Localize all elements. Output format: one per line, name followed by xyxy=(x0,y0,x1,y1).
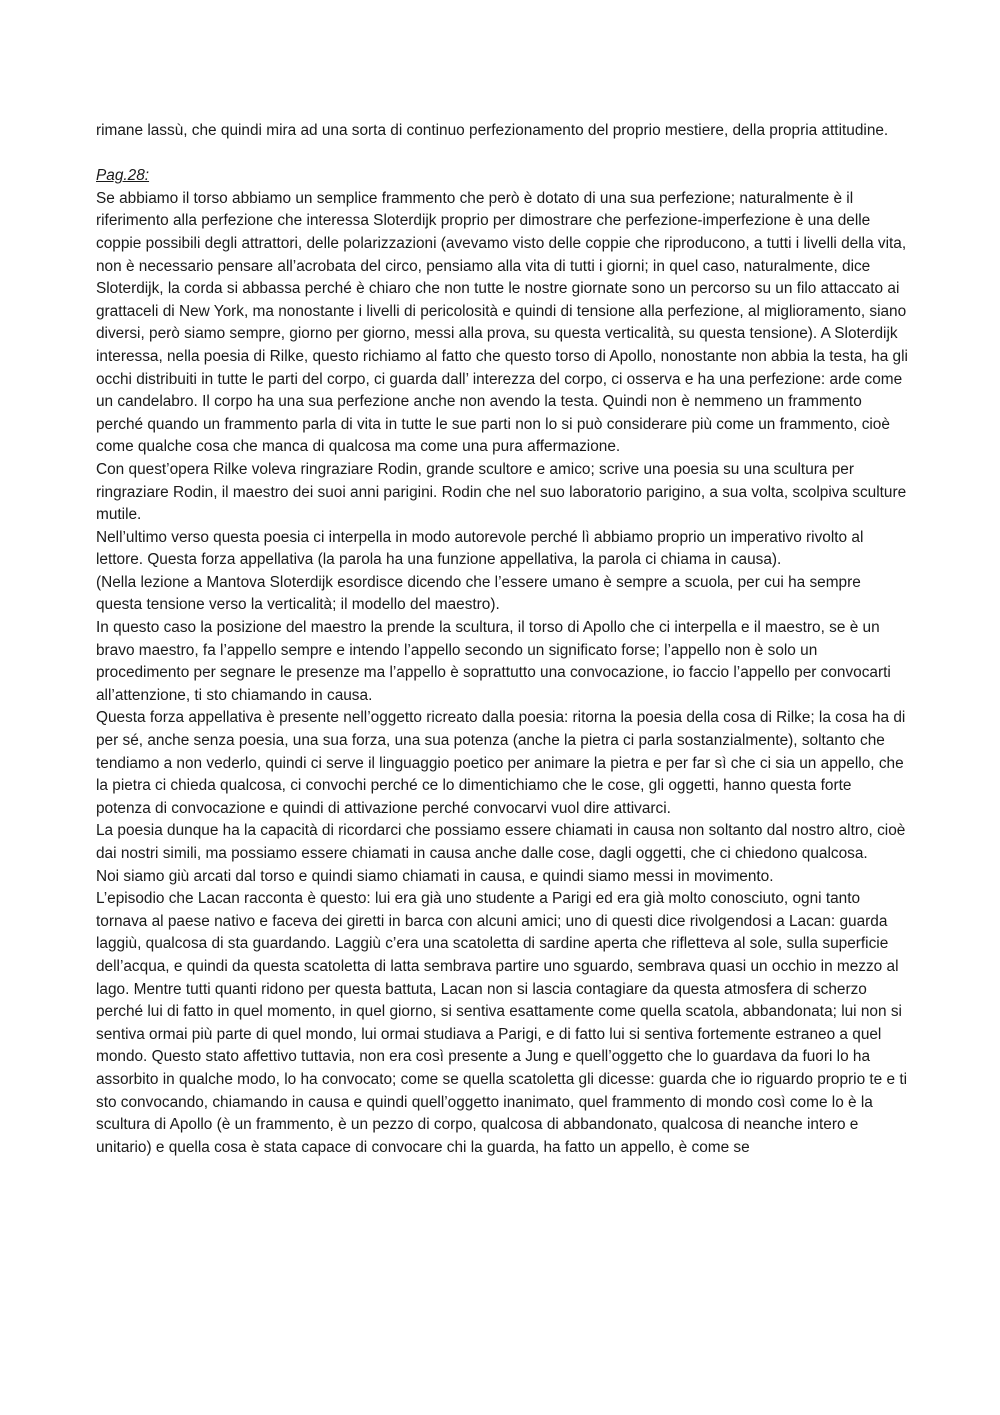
page-heading: Pag.28: xyxy=(96,167,150,185)
intro-paragraph: rimane lassù, che quindi mira ad una sorta di continuo perfezionamento del proprio mestiere, della propria attitudine. xyxy=(96,122,889,139)
body-paragraph: (Nella lezione a Mantova Sloterdijk esordisce dicendo che l’essere umano è sempre a scuola, per cui ha sempre questa tensione verso la verticalità; il modello del maestro). xyxy=(96,573,861,614)
body-paragraph: L’episodio che Lacan racconta è questo: lui era già uno studente a Parigi ed era già molto conosciuto, ogni tanto tornava al paese nativo e faceva dei giretti in barca con alcuni amici; uno di questi dice rivolgendosi a Lacan: guarda laggiù, qualcosa di sta guardando. Laggiù c’era una scatoletta di sardine aperta che rifletteva al sole, sulla superficie dell’acqua, e quindi da questa scatoletta di latta sembrava partire uno sguardo, sembrava quasi un occhio in mezzo al lago. Mentre tutti quanti ridono per questa battuta, Lacan non si lascia contagiare da questa atmosfera di scherzo perché lui di fatto in quel momento, in quel giorno, si sentiva esattamente come quella scatola, abbandonata; lui non si sentiva ormai più parte di quel mondo, lui ormai studiava a Parigi, e di fatto lui si sentiva fortemente estraneo a quel mondo. Questo stato affettivo tuttavia, non era così presente a Jung e quell’oggetto che lo guardava da fuori lo ha assorbito in qualche modo, lo ha convocato; come se quella scatoletta gli dicesse: guarda che io riguardo proprio te e ti sto convocando, chiamando in causa e quindi quell’oggetto inanimato, quel frammento di mondo così come lo è la scultura di Apollo (è un frammento, è un pezzo di corpo, qualcosa di abbandonato, qualcosa di neanche intero e unitario) e quella cosa è stata capace di convocare chi la guarda, ha fatto un appello, è come se xyxy=(96,890,908,1156)
body-paragraph: In questo caso la posizione del maestro la prende la scultura, il torso di Apollo che ci interpella e il maestro, se è un bravo maestro, fa l’appello sempre e intendo l’appello secondo un significato forse; l’appello non è solo un procedimento per segnare le presenze ma l’appello è soprattutto una convocazione, io faccio l’appello per convocarti all’attenzione, ti sto chiamando in causa. xyxy=(96,619,891,704)
body-paragraph: Con quest’opera Rilke voleva ringraziare Rodin, grande scultore e amico; scrive una poesia su una scultura per ringraziare Rodin, il maestro dei suoi anni parigini. Rodin che nel suo laboratorio parigino, a sua volta, scolpiva sculture mutile. xyxy=(96,460,907,524)
body-paragraph: Questa forza appellativa è presente nell’oggetto ricreato dalla poesia: ritorna la poesia della cosa di Rilke; la cosa ha di per sé, anche senza poesia, una sua forza, una sua potenza (anche la pietra ci parla sostanzialmente), soltanto che tendiamo a non vederlo, quindi ci serve il linguaggio poetico per animare la pietra e per far sì che ci sia un appello, che la pietra ci chieda qualcosa, ci convochi perché ce lo dimentichiamo che le cose, gli oggetti, hanno questa forte potenza di convocazione e quindi di attivazione perché convocarvi vuol dire attivarci. xyxy=(96,709,906,817)
body-paragraph: La poesia dunque ha la capacità di ricordarci che possiamo essere chiamati in causa non soltanto dal nostro altro, cioè dai nostri simili, ma possiamo essere chiamati in causa anche dalle cose, dagli oggetti, che ci chiedono qualcosa. xyxy=(96,822,906,862)
body-paragraph: Se abbiamo il torso abbiamo un semplice frammento che però è dotato di una sua perfezione; naturalmente è il riferimento alla perfezione che interessa Sloterdijk proprio per dimostrare che perfezione-imperfezione è una delle coppie possibili degli attrattori, delle polarizzazioni (avevamo visto delle coppie che riproducono, a tutti i livelli della vita, non è necessario pensare all’acrobata del circo, pensiamo alla vita di tutti i giorni; in quel caso, naturalmente, dice Sloterdijk, la corda si abbassa perché è chiaro che non tutte le nostre giornate sono un percorso su un filo attaccato ai grattaceli di New York, ma nonostante i livelli di pericolosità e quindi di tensione alla perfezione, al miglioramento, siano diversi, però siamo sempre, giorno per giorno, messi alla prova, su questa verticalità, su questa tensione). A Sloterdijk interessa, nella poesia di Rilke, questo richiamo al fatto che questo torso di Apollo, nonostante non abbia la testa, ha gli occhi distribuiti in tutte le parti del corpo, ci guarda dall’ interezza del corpo, ci osserva e ha una perfezione: arde come un candelabro. Il corpo ha una sua perfezione anche non avendo la testa. Quindi non è nemmeno un frammento perché quando un frammento parla di vita in tutte le sue parti non lo si può considerare più come un frammento, cioè come qualche cosa che manca di qualcosa ma come una pura affermazione. xyxy=(96,189,908,456)
document-page xyxy=(96,120,908,1159)
body-paragraph: Noi siamo giù arcati dal torso e quindi siamo chiamati in causa, e quindi siamo messi in movimento. xyxy=(96,867,774,885)
body-paragraph: Nell’ultimo verso questa poesia ci interpella in modo autorevole perché lì abbiamo proprio un imperativo rivolto al lettore. Questa forza appellativa (la parola ha una funzione appellativa, la parola ci chiama in causa). xyxy=(96,528,864,569)
